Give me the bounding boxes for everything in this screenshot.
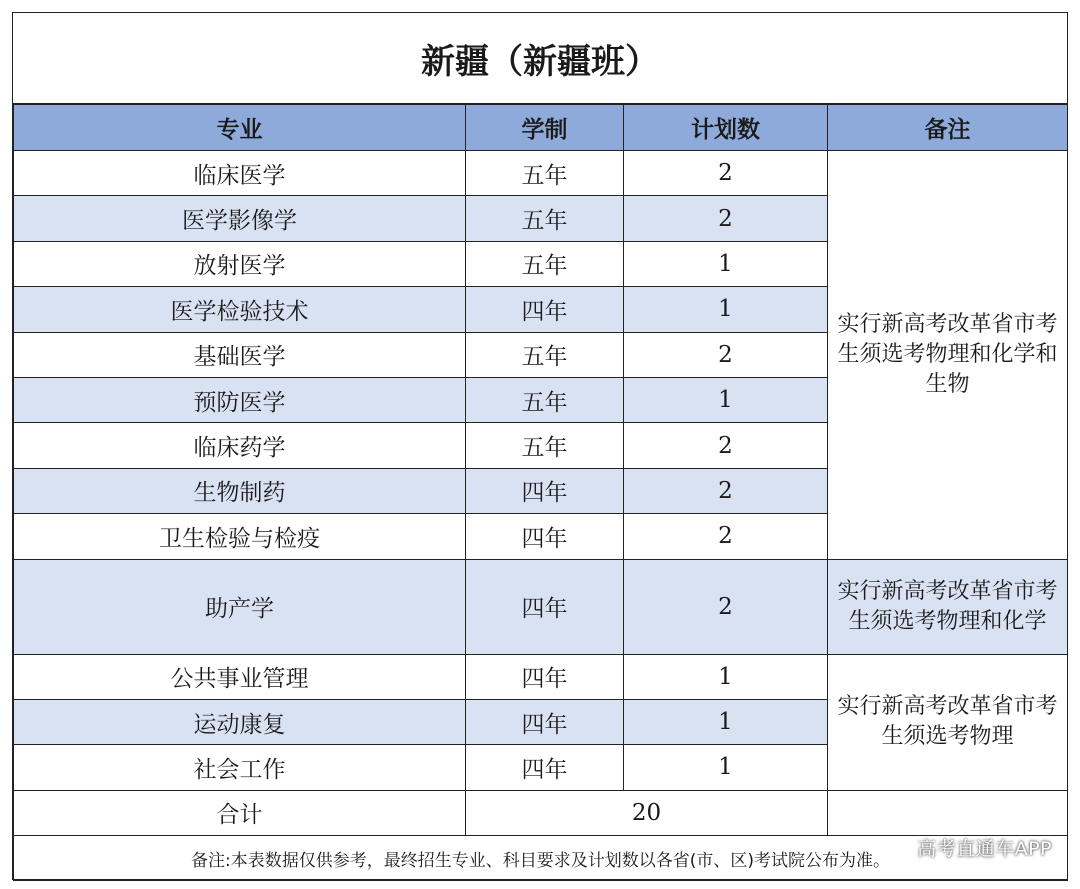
table-row [14,559,1068,654]
cell-count: 2 [624,423,828,468]
table-header-row [14,105,1068,151]
total-note-empty [828,790,1068,835]
header-count: 计划数 [624,105,828,151]
cell-count: 1 [624,241,828,286]
cell-years: 四年 [466,654,624,699]
cell-years: 五年 [466,151,624,196]
cell-major: 放射医学 [14,241,466,286]
cell-years: 四年 [466,699,624,744]
cell-count: 2 [624,151,828,196]
note-group3: 实行新高考改革省市考生须选考物理 [828,654,1068,790]
admission-plan-table [13,104,1068,881]
total-value: 20 [466,790,828,835]
cell-count: 2 [624,514,828,559]
total-label: 合计 [14,790,466,835]
table-row [14,151,1068,196]
remark-text: 备注:本表数据仅供参考，最终招生专业、科目要求及计划数以各省(市、区)考试院公布为准。 [14,836,1068,881]
cell-major: 预防医学 [14,377,466,422]
cell-major: 医学影像学 [14,196,466,241]
cell-major: 基础医学 [14,332,466,377]
cell-years: 五年 [466,377,624,422]
cell-count: 1 [624,699,828,744]
note-group2: 实行新高考改革省市考生须选考物理和化学 [828,559,1068,654]
cell-major: 社会工作 [14,745,466,790]
cell-count: 2 [624,332,828,377]
cell-major: 助产学 [14,559,466,654]
cell-major: 卫生检验与检疫 [14,514,466,559]
cell-count: 2 [624,196,828,241]
cell-count: 1 [624,654,828,699]
admission-table-frame [12,12,1068,880]
cell-major: 运动康复 [14,699,466,744]
cell-count: 2 [624,559,828,654]
cell-years: 四年 [466,559,624,654]
cell-major: 临床药学 [14,423,466,468]
header-note: 备注 [828,105,1068,151]
table-row [14,654,1068,699]
cell-major: 医学检验技术 [14,287,466,332]
watermark-text: 高考直通车APP [917,838,1052,860]
cell-years: 四年 [466,287,624,332]
cell-count: 1 [624,287,828,332]
cell-years: 五年 [466,332,624,377]
cell-years: 四年 [466,514,624,559]
remark-row [14,836,1068,881]
cell-years: 四年 [466,745,624,790]
cell-years: 五年 [466,241,624,286]
header-major: 专业 [14,105,466,151]
cell-years: 五年 [466,196,624,241]
cell-count: 1 [624,377,828,422]
cell-major: 生物制药 [14,468,466,513]
cell-years: 四年 [466,468,624,513]
cell-years: 五年 [466,423,624,468]
total-row [14,790,1068,835]
header-years: 学制 [466,105,624,151]
cell-count: 2 [624,468,828,513]
note-group1: 实行新高考改革省市考生须选考物理和化学和生物 [828,151,1068,560]
cell-major: 临床医学 [14,151,466,196]
cell-count: 1 [624,745,828,790]
cell-major: 公共事业管理 [14,654,466,699]
page-title: 新疆（新疆班） [13,13,1067,104]
